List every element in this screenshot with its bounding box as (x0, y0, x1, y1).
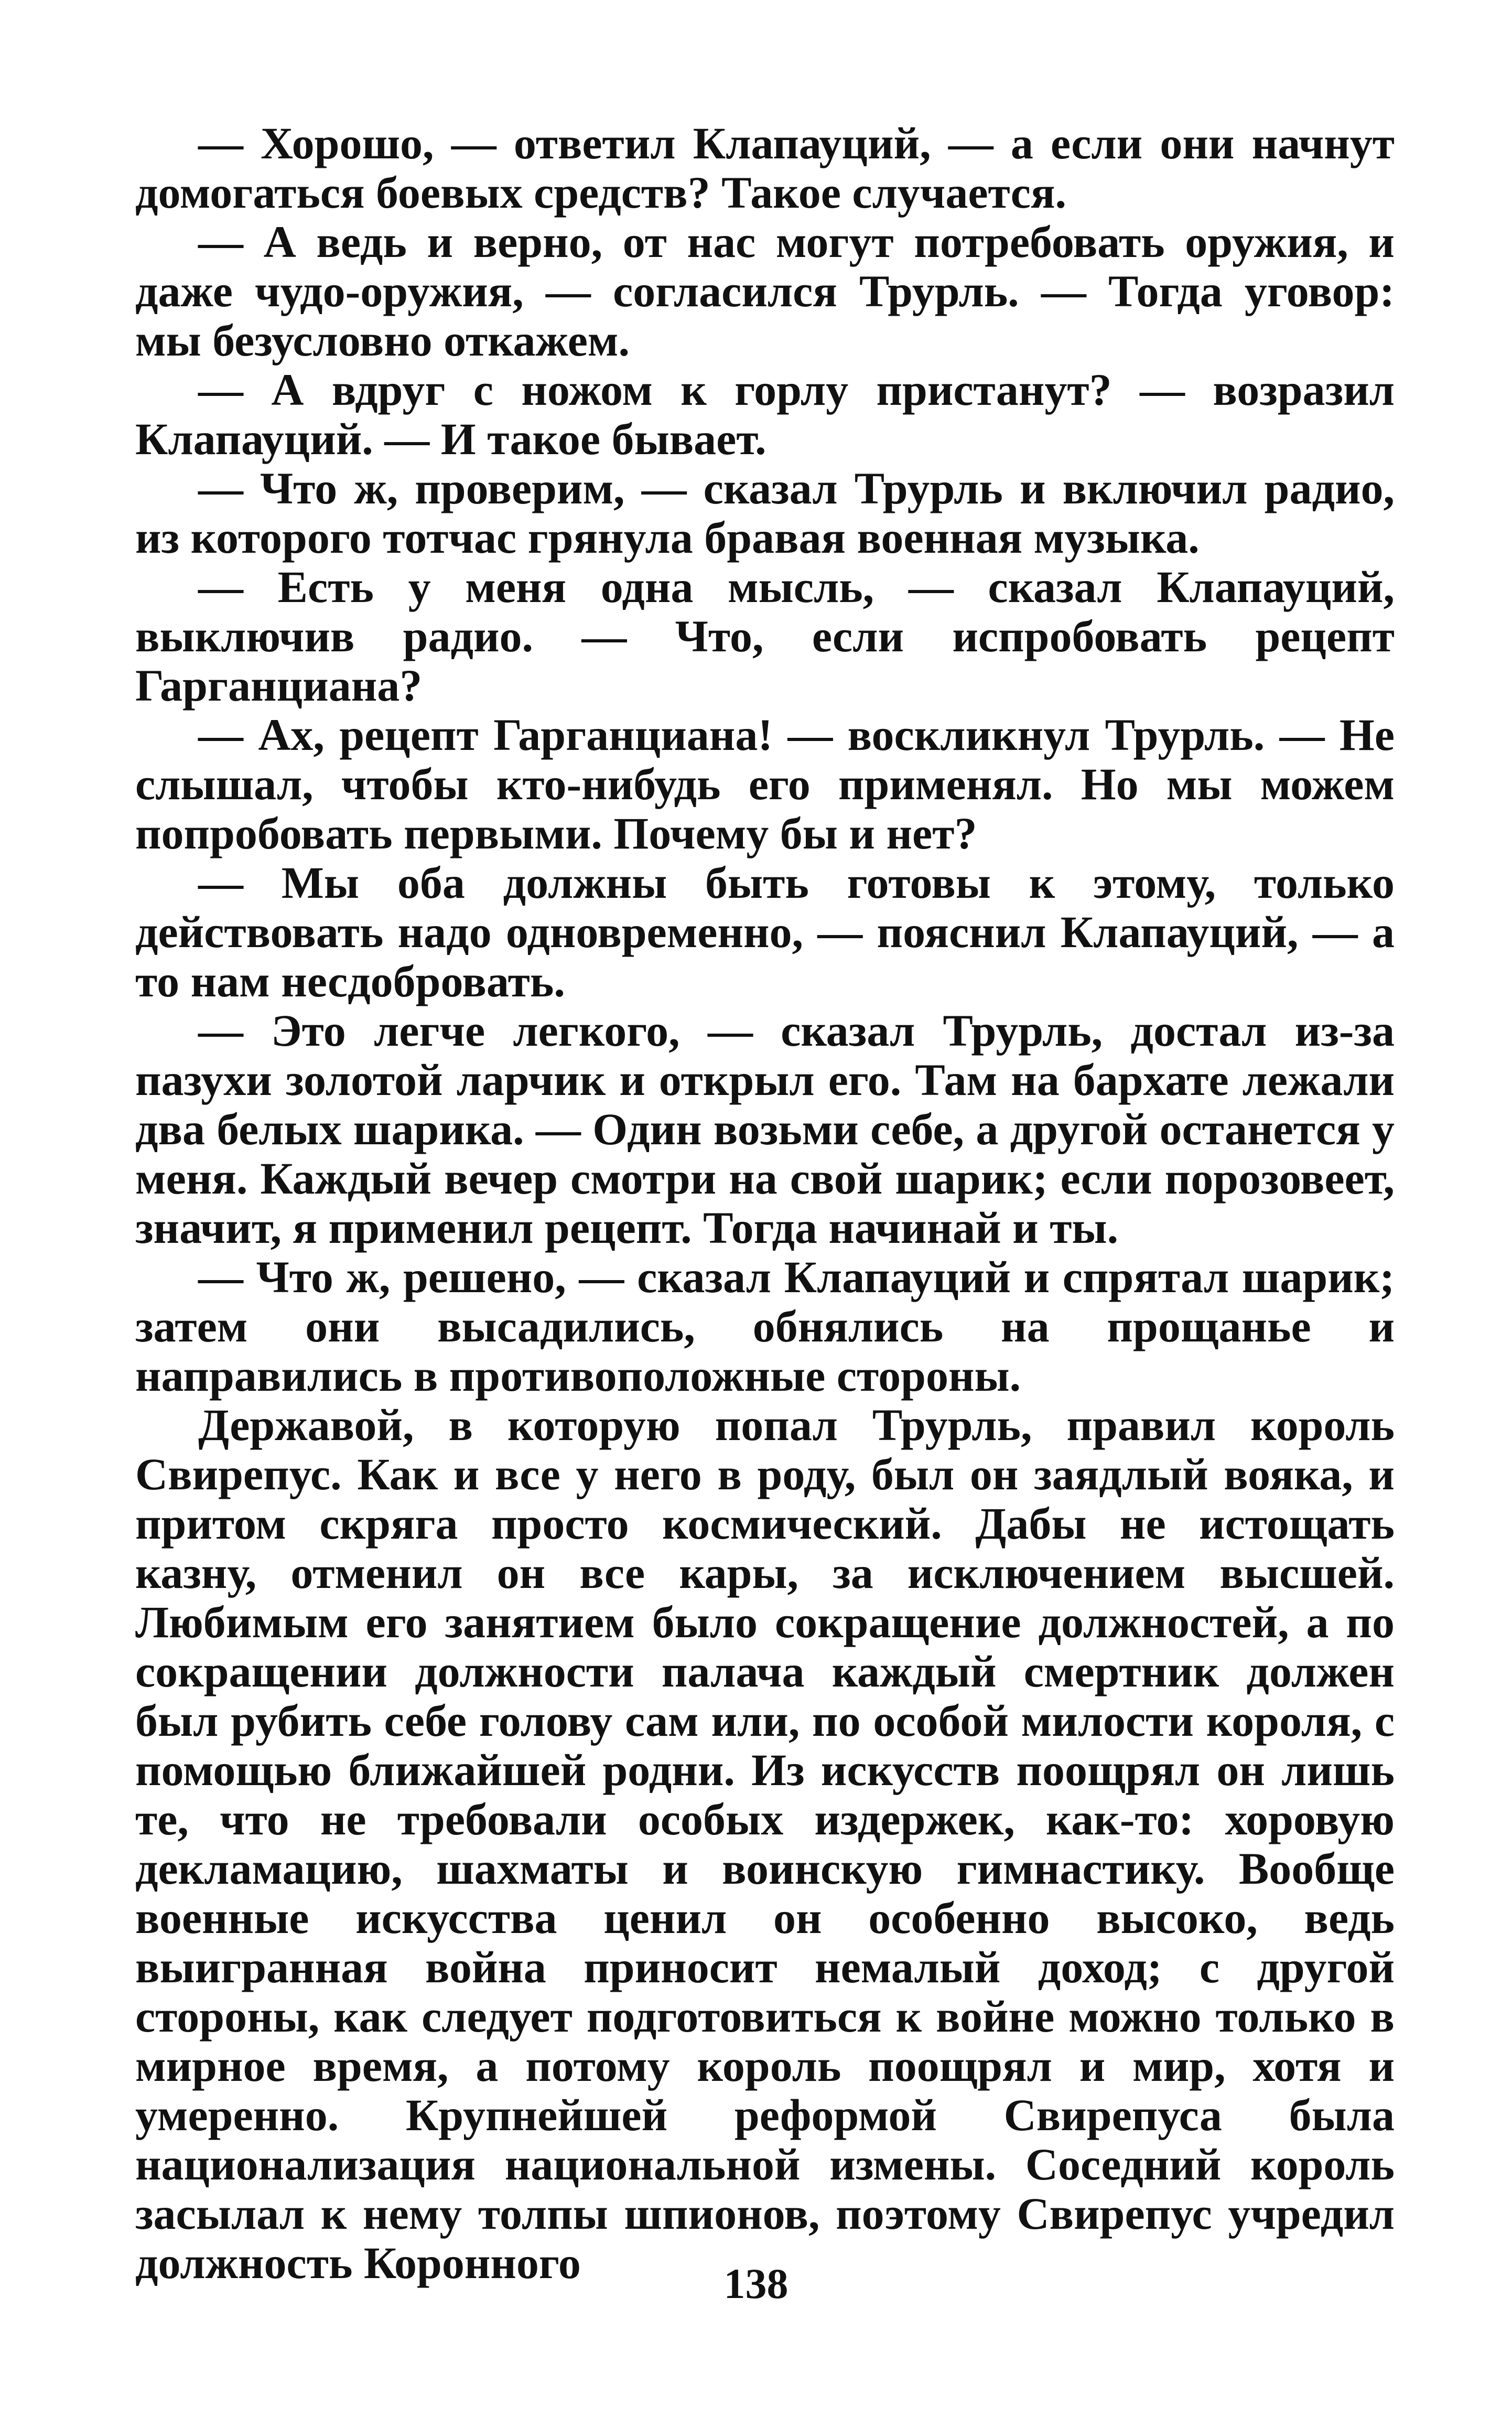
paragraph: Державой, в которую попал Трурль, правил король Свирепус. Как и все у него в роду, был он заядлый вояка, и притом скряга просто космический. Дабы не истощать казну, отменил он все кары, за исключением высшей. Любимым его занятием было сокращение должностей, а по сокращении должности палача каждый смертник должен был рубить себе голову сам или, по особой милости короля, с помощью ближайшей родни. Из искусств поощрял он лишь те, что не требовали особых издержек, как-то: хоровую декламацию, шахматы и воинскую гимнастику. Вообще военные искусства ценил он особенно высоко, ведь выигранная война приносит немалый доход; с другой стороны, как следует подготовиться к войне можно только в мирное время, а потому король поощрял и мир, хотя и умеренно. Крупнейшей реформой Свирепуса была национализация национальной измены. Соседний король засылал к нему толпы шпионов, поэтому Свирепус учредил должность Коронного (135, 1400, 1395, 2288)
paragraph: — А ведь и верно, от нас могут потребовать оружия, и даже чудо-оружия, — согласился Трурль. — Тогда уговор: мы безусловно откажем. (135, 217, 1395, 366)
paragraph: — А вдруг с ножом к горлу пристанут? — возразил Клапауций. — И такое бывает. (135, 364, 1395, 464)
paragraph: — Что ж, решено, — сказал Клапауций и спрятал шарик; затем они высадились, обнялись на прощанье и направились в противоположные стороны. (135, 1252, 1395, 1401)
paragraph: — Ах, рецепт Гарганциана! — воскликнул Трурль. — Не слышал, чтобы кто-нибудь его применял. Но мы можем попробовать первыми. Почему бы и нет? (135, 710, 1395, 858)
paragraph: — Что ж, проверим, — сказал Трурль и включил радио, из которого тотчас грянула бравая военная музыка. (135, 463, 1395, 563)
page-number: 138 (723, 2260, 789, 2307)
body-text (135, 119, 1395, 2288)
paragraph: — Мы оба должны быть готовы к этому, только действовать надо одновременно, — пояснил Клапауций, — а то нам несдобровать. (135, 857, 1395, 1006)
paragraph: — Есть у меня одна мысль, — сказал Клапауций, выключив радио. — Что, если испробовать рецепт Гарганциана? (135, 562, 1395, 711)
paragraph: — Это легче легкого, — сказал Трурль, достал из-за пазухи золотой ларчик и открыл его. Там на бархате лежали два белых шарика. — Один возьми себе, а другой останется у меня. Каждый вечер смотри на свой шарик; если порозовеет, значит, я применил рецепт. Тогда начинай и ты. (135, 1005, 1395, 1253)
paragraph: — Хорошо, — ответил Клапауций, — а если они начнут домогаться боевых средств? Такое случается. (135, 118, 1395, 218)
